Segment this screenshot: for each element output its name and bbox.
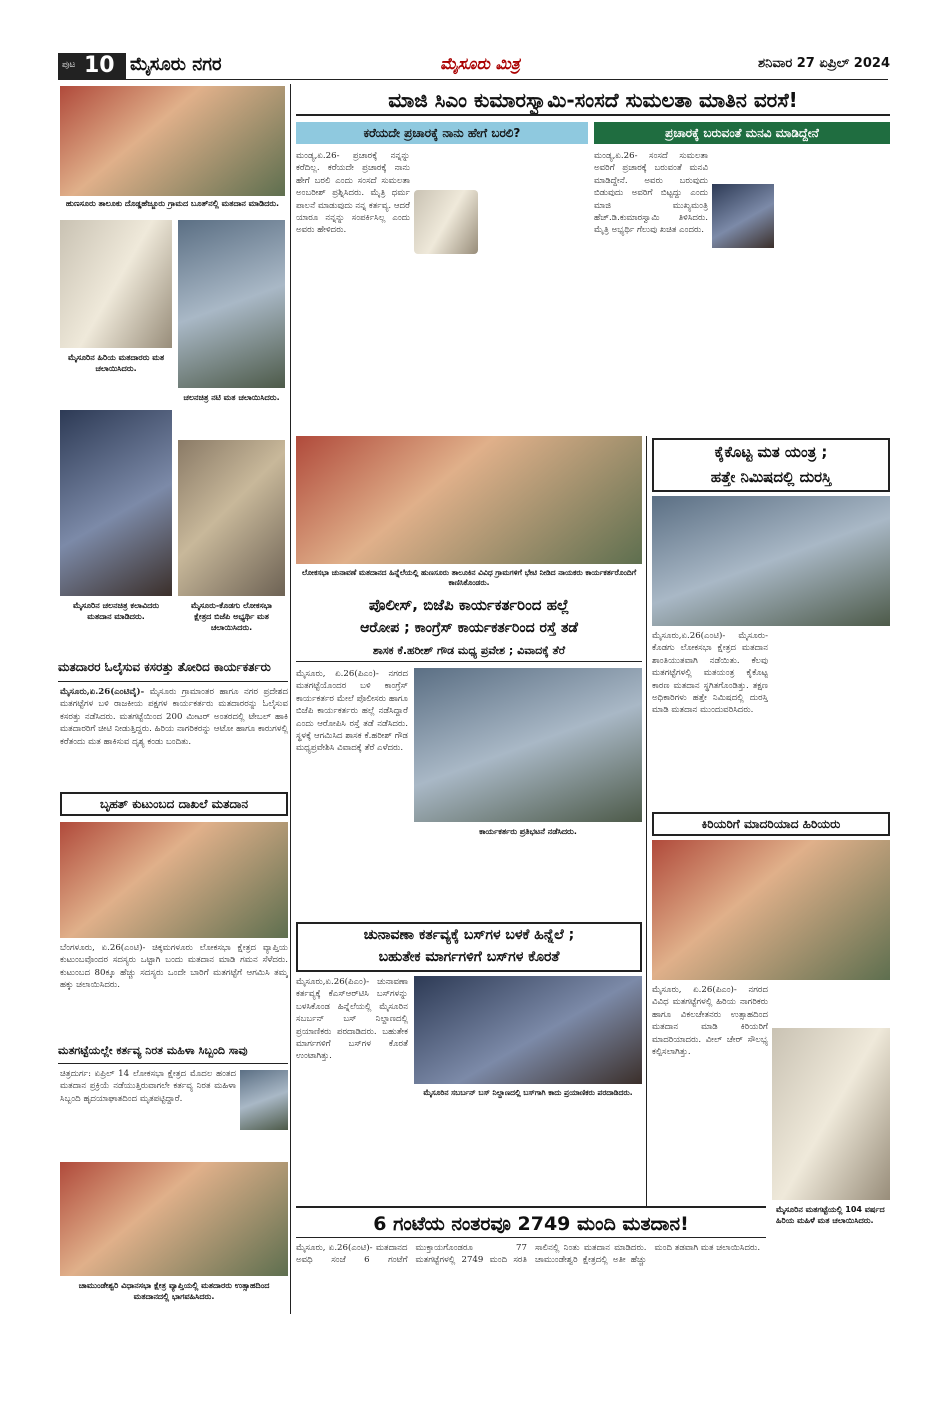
photo-polling-school	[652, 496, 890, 626]
caption-actress-voter: ಚಲನಚಿತ್ರ ನಟಿ ಮತ ಚಲಾಯಿಸಿದರು.	[183, 393, 280, 402]
photo-bus-stand	[414, 976, 642, 1084]
sumalatha-story-col2	[482, 150, 588, 430]
elder-headline: ಕಿರಿಯರಿಗೆ ಮಾದರಿಯಾದ ಹಿರಿಯರು	[652, 812, 890, 836]
photo-leaders-visit	[296, 436, 642, 564]
caption-candidate-voting: ಮೈಸೂರು-ಕೊಡಗು ಲೋಕಸಭಾ ಕ್ಷೇತ್ರದ ಬಿಜೆಪಿ ಅಭ್ಯರ್ಥಿ ಮತ ಚಲಾಯಿಸಿದರು.	[190, 601, 273, 632]
center-column-divider	[646, 436, 647, 1206]
page-number: 10	[84, 53, 115, 78]
clash-headline-1: ಪೊಲೀಸ್, ಬಿಜೆಪಿ ಕಾರ್ಯಕರ್ತರಿಂದ ಹಲ್ಲೆ	[368, 596, 570, 614]
evm-story-body: ಮೈಸೂರು,ಏ.26(ಎಂಟಿ)- ಮೈಸೂರು-ಕೊಡಗು ಲೋಕಸಭಾ ಕ್ಷೇತ್ರದ ಮತದಾನ ಶಾಂತಿಯುತವಾಗಿ ನಡೆಯಿತು. ಕೆಲವು ಮತಗಟ್ಟೆಗಳಲ್ಲಿ ಮತಯಂತ್ರ ಕೈಕೊಟ್ಟ ಕಾರಣ ಮತದಾನ ಸ್ಥಗಿತಗೊಂಡಿತ್ತು. ತಕ್ಷಣ ಅಧಿಕಾರಿಗಳು ಹತ್ತೇ ನಿಮಿಷದಲ್ಲಿ ದುರಸ್ತಿ ಮಾಡಿ ಮತದಾನ ಮುಂದುವರಿಸಿದರು.	[652, 631, 768, 716]
clash-headline-2: ಆರೋಪ ; ಕಾಂಗ್ರೆಸ್ ಕಾರ್ಯಕರ್ತರಿಂದ ರಸ್ತೆ ತಡೆ	[360, 620, 578, 636]
kumaraswamy-story-body: ಮಂಡ್ಯ,ಏ.26- ಸಂಸದೆ ಸುಮಲತಾ ಅವರಿಗೆ ಪ್ರಚಾರಕ್ಕೆ ಬರುವಂತೆ ಮನವಿ ಮಾಡಿದ್ದೇನೆ. ಅವರು ಬರುವುದು ಬಿಡುವುದು ಅವರಿಗೆ ಬಿಟ್ಟದ್ದು ಎಂದು ಮಾಜಿ ಮುಖ್ಯಮಂತ್ರಿ ಹೆಚ್.ಡಿ.ಕುಮಾರಸ್ವಾಮಿ ತಿಳಿಸಿದರು. ಮೈತ್ರಿ ಅಭ್ಯರ್ಥಿ ಗೆಲುವು ಖಚಿತ ಎಂದರು.	[594, 151, 708, 236]
subhead-left: ಕರೆಯದೇ ಪ್ರಚಾರಕ್ಕೆ ನಾನು ಹೇಗೆ ಬರಲಿ?	[296, 122, 588, 144]
clash-subheadline: ಶಾಸಕ ಕೆ.ಹರೀಶ್ ಗೌಡ ಮಧ್ಯ ಪ್ರವೇಶ ; ವಿವಾದಕ್ಕೆ ತೆರೆ	[296, 644, 642, 662]
photo-family-voters	[60, 822, 288, 938]
family-story-body: ಬೆಂಗಳೂರು, ಏ.26(ಎಂಟಿ)- ಚಿಕ್ಕಮಗಳೂರು ಲೋಕಸಭಾ ಕ್ಷೇತ್ರದ ವ್ಯಾಪ್ತಿಯ ಕುಟುಂಬವೊಂದರ ಸದಸ್ಯರು ಒಟ್ಟಾಗಿ ಬಂದು ಮತದಾನ ಮಾಡಿ ಗಮನ ಸೆಳೆದರು. ಕುಟುಂಬದ 80ಕ್ಕೂ ಹೆಚ್ಚು ಸದಸ್ಯರು ಒಂದೇ ಬಾರಿಗೆ ಮತಗಟ್ಟೆಗೆ ಆಗಮಿಸಿ ತಮ್ಮ ಹಕ್ಕು ಚಲಾಯಿಸಿದರು.	[60, 943, 288, 991]
photo-voters-group	[60, 86, 285, 196]
elder-story-col2	[772, 984, 890, 1024]
bus-story-body: ಮೈಸೂರು,ಏ.26(ಪಿಎಂ)- ಚುನಾವಣಾ ಕರ್ತವ್ಯಕ್ಕೆ ಕೆಎಸ್‌ಆರ್‌ಟಿಸಿ ಬಸ್‌ಗಳನ್ನು ಬಳಸಿಕೊಂಡ ಹಿನ್ನೆಲೆಯಲ್ಲಿ ಮೈಸೂರಿನ ಸಬರ್ಬನ್ ಬಸ್ ನಿಲ್ದಾಣದಲ್ಲಿ ಪ್ರಯಾಣಿಕರು ಪರದಾಡಿದರು. ಬಹುತೇಕ ಮಾರ್ಗಗಳಿಗೆ ಬಸ್‌ಗಳ ಕೊರತೆ ಉಂಟಾಗಿತ್ತು.	[296, 977, 408, 1062]
caption-elder-woman: ಮೈಸೂರಿನ ಮತಗಟ್ಟೆಯಲ್ಲಿ 104 ವರ್ಷದ ಹಿರಿಯ ಮಹಿಳೆ ಮತ ಚಲಾಯಿಸಿದರು.	[776, 1205, 885, 1225]
sumalatha-story-body: ಮಂಡ್ಯ,ಏ.26- ಪ್ರಚಾರಕ್ಕೆ ನನ್ನನ್ನು ಕರೆದಿಲ್ಲ. ಕರೆಯದೇ ಪ್ರಚಾರಕ್ಕೆ ನಾನು ಹೇಗೆ ಬರಲಿ ಎಂದು ಸಂಸದೆ ಸುಮಲತಾ ಅಂಬರೀಶ್ ಪ್ರಶ್ನಿಸಿದರು. ಮೈತ್ರಿ ಧರ್ಮ ಪಾಲನೆ ಮಾಡುವುದು ನನ್ನ ಕರ್ತವ್ಯ. ಆದರೆ ಯಾರೂ ನನ್ನನ್ನು ಸಂಪರ್ಕಿಸಿಲ್ಲ ಎಂದು ಅವರು ಹೇಳಿದರು.	[296, 151, 410, 236]
clash-story-col2	[414, 842, 642, 918]
photo-elderly-voter	[60, 220, 172, 348]
caption-bus-stand: ಮೈಸೂರಿನ ಸಬರ್ಬನ್ ಬಸ್ ನಿಲ್ದಾಣದಲ್ಲಿ ಬಸ್‌ಗಾಗಿ ಕಾದು ಪ್ರಯಾಣಿಕರು ಪರದಾಡಿದರು.	[423, 1088, 633, 1097]
bus-headline-2: ಬಹುತೇಕ ಮಾರ್ಗಗಳಿಗೆ ಬಸ್‌ಗಳ ಕೊರತೆ	[378, 949, 560, 965]
photo-artists-voting	[60, 410, 172, 596]
voters-story-body	[60, 686, 288, 786]
page-number-box	[58, 53, 126, 79]
evm-story-col2	[772, 630, 890, 806]
caption-leaders-visit: ಲೋಕಸಭಾ ಚುನಾವಣೆ ಮತದಾನದ ಹಿನ್ನೆಲೆಯಲ್ಲಿ ಹುಣಸೂರು ತಾಲೂಕಿನ ವಿವಿಧ ಗ್ರಾಮಗಳಿಗೆ ಭೇಟಿ ನೀಡಿದ ನಾಯಕರು ಕಾರ್ಯಕರ್ತರೊಂದಿಗೆ ಕಾಣಿಸಿಕೊಂಡರು.	[301, 568, 637, 587]
turnout-story-body: ಮೈಸೂರು, ಏ.26(ಎಂಟಿ)- ಮತದಾನದ ಅವಧಿ ಸಂಜೆ 6 ಗಂಟೆಗೆ ಮುಕ್ತಾಯಗೊಂಡರೂ 77 ಮತಗಟ್ಟೆಗಳಲ್ಲಿ 2749 ಮಂದಿ ಸರತಿ ಸಾಲಿನಲ್ಲಿ ನಿಂತು ಮತದಾನ ಮಾಡಿದರು. ಚಾಮುಂಡೇಶ್ವರಿ ಕ್ಷೇತ್ರದಲ್ಲಿ ಅತೀ ಹೆಚ್ಚು ಮಂದಿ ತಡವಾಗಿ ಮತ ಚಲಾಯಿಸಿದರು.	[296, 1243, 761, 1266]
turnout-headline: 6 ಗಂಟೆಯ ನಂತರವೂ 2749 ಮಂದಿ ಮತದಾನ!	[296, 1206, 766, 1238]
caption-elderly-voter: ಮೈಸೂರಿನ ಹಿರಿಯ ಮತದಾರರು ಮತ ಚಲಾಯಿಸಿದರು.	[67, 353, 165, 373]
evm-headline-2: ಹತ್ತೇ ನಿಮಿಷದಲ್ಲಿ ದುರಸ್ತಿ	[710, 468, 832, 486]
voters-story-headline: ಮತದಾರರ ಓಲೈಸುವ ಕಸರತ್ತು ತೋರಿದ ಕಾರ್ಯಕರ್ತರು	[58, 660, 288, 682]
photo-candidate-voting	[178, 440, 285, 596]
evm-headline-1: ಕೈಕೊಟ್ಟ ಮತ ಯಂತ್ರ ;	[714, 443, 828, 461]
section-title: ಮೈಸೂರು ನಗರ	[130, 54, 222, 75]
photo-actress-voter	[178, 220, 285, 388]
page-date: ಶನಿವಾರ 27 ಏಪ್ರಿಲ್ 2024	[758, 56, 890, 71]
voters-story-text: ಮೈಸೂರು ಗ್ರಾಮಾಂತರ ಹಾಗೂ ನಗರ ಪ್ರದೇಶದ ಮತಗಟ್ಟೆಗಳ ಬಳಿ ರಾಜಕೀಯ ಪಕ್ಷಗಳ ಕಾರ್ಯಕರ್ತರು ಮತದಾರರನ್ನು ಓಲೈಸುವ ಕಸರತ್ತು ನಡೆಸಿದರು. ಮತಗಟ್ಟೆಯಿಂದ 200 ಮೀಟರ್ ಅಂತರದಲ್ಲಿ ಟೇಬಲ್ ಹಾಕಿ ಮತದಾರರಿಗೆ ಚೀಟಿ ನೀಡುತ್ತಿದ್ದರು. ಹಿರಿಯ ನಾಗರಿಕರನ್ನು ಆಟೋ ಹಾಗೂ ಕಾರುಗಳಲ್ಲಿ ಕರೆತಂದು ಮತ ಹಾಕಿಸುವ ದೃಶ್ಯ ಕಂಡು ಬಂದಿತು.	[60, 687, 288, 747]
page-header	[0, 50, 945, 80]
photo-kumaraswamy	[712, 184, 774, 248]
bus-story-col2	[414, 1102, 642, 1202]
bus-headline-1: ಚುನಾವಣಾ ಕರ್ತವ್ಯಕ್ಕೆ ಬಸ್‌ಗಳ ಬಳಕೆ ಹಿನ್ನೆಲೆ ;	[363, 927, 575, 943]
page-label: ಪುಟ	[62, 60, 76, 70]
evm-headline-box	[652, 438, 890, 492]
caption-artists-voting: ಮೈಸೂರಿನ ಚಲನಚಿತ್ರ ಕಲಾವಿದರು ಮತದಾನ ಮಾಡಿದರು.	[72, 601, 160, 621]
elder-story-body: ಮೈಸೂರು, ಏ.26(ಪಿಎಂ)- ನಗರದ ವಿವಿಧ ಮತಗಟ್ಟೆಗಳಲ್ಲಿ ಹಿರಿಯ ನಾಗರಿಕರು ಹಾಗೂ ವಿಕಲಚೇತನರು ಉತ್ಸಾಹದಿಂದ ಮತದಾನ ಮಾಡಿ ಕಿರಿಯರಿಗೆ ಮಾದರಿಯಾದರು. ವೀಲ್ ಚೇರ್ ಸೌಲಭ್ಯ ಕಲ್ಪಿಸಲಾಗಿತ್ತು.	[652, 985, 768, 1058]
caption-clash-protest: ಕಾರ್ಯಕರ್ತರು ಪ್ರತಿಭಟನೆ ನಡೆಸಿದರು.	[479, 827, 577, 836]
masthead: ಮೈಸೂರು ಮಿತ್ರ	[440, 54, 520, 73]
family-story-headline: ಬೃಹತ್ ಕುಟುಂಬದ ದಾಖಲೆ ಮತದಾನ	[60, 792, 288, 816]
photo-sumalatha	[414, 190, 478, 254]
left-column-divider	[290, 84, 291, 1314]
header-rule	[58, 79, 888, 80]
photo-elder-wheelchair	[652, 840, 890, 980]
woman-story-headline: ಮತಗಟ್ಟೆಯಲ್ಲೇ ಕರ್ತವ್ಯ ನಿರತ ಮಹಿಳಾ ಸಿಬ್ಬಂದಿ ಸಾವು	[58, 1044, 288, 1064]
photo-voter-queue	[60, 1162, 288, 1276]
clash-story-body: ಮೈಸೂರು, ಏ.26(ಪಿಎಂ)- ನಗರದ ಮತಗಟ್ಟೆಯೊಂದರ ಬಳಿ ಕಾಂಗ್ರೆಸ್ ಕಾರ್ಯಕರ್ತರ ಮೇಲೆ ಪೊಲೀಸರು ಹಾಗೂ ಬಿಜೆಪಿ ಕಾರ್ಯಕರ್ತರು ಹಲ್ಲೆ ನಡೆಸಿದ್ದಾರೆ ಎಂದು ಆರೋಪಿಸಿ ರಸ್ತೆ ತಡೆ ನಡೆಸಿದರು. ಸ್ಥಳಕ್ಕೆ ಆಗಮಿಸಿದ ಶಾಸಕ ಕೆ.ಹರೀಶ್ ಗೌಡ ಮಧ್ಯಪ್ರವೇಶಿಸಿ ವಿವಾದಕ್ಕೆ ತೆರೆ ಎಳೆದರು.	[296, 669, 408, 754]
kumaraswamy-story-col2	[778, 150, 890, 430]
voters-story-dateline: ಮೈಸೂರು,ಏ.26(ಎಂಟಿವೈ)-	[60, 687, 145, 697]
photo-clash-protest	[414, 668, 642, 822]
bus-headline-box	[296, 922, 642, 972]
woman-story-body: ಚಿತ್ರದುರ್ಗ: ಏಪ್ರಿಲ್ 14 ಲೋಕಸಭಾ ಕ್ಷೇತ್ರದ ಮೊದಲ ಹಂತದ ಮತದಾನ ಪ್ರಕ್ರಿಯೆ ನಡೆಯುತ್ತಿರುವಾಗಲೇ ಕರ್ತವ್ಯ ನಿರತ ಮಹಿಳಾ ಸಿಬ್ಬಂದಿ ಹೃದಯಾಘಾತದಿಂದ ಮೃತಪಟ್ಟಿದ್ದಾರೆ.	[60, 1069, 236, 1104]
caption-voters-group: ಹುಣಸೂರು ತಾಲೂಕು ದೊಡ್ಡಹೆಜ್ಜೂರು ಗ್ರಾಮದ ಬೂತ್‌ನಲ್ಲಿ ಮತದಾನ ಮಾಡಿದರು.	[65, 199, 280, 208]
photo-elder-woman	[772, 1028, 890, 1200]
main-headline: ಮಾಜಿ ಸಿಎಂ ಕುಮಾರಸ್ವಾಮಿ-ಸಂಸದೆ ಸುಮಲತಾ ಮಾತಿನ ವರಸೆ!	[296, 84, 890, 116]
caption-voter-queue: ಚಾಮುಂಡೇಶ್ವರಿ ವಿಧಾನಸಭಾ ಕ್ಷೇತ್ರ ವ್ಯಾಪ್ತಿಯಲ್ಲಿ ಮತದಾರರು ಉತ್ಸಾಹದಿಂದ ಮತದಾನದಲ್ಲಿ ಭಾಗವಹಿಸಿದರು.	[78, 1281, 270, 1301]
photo-deceased-staff	[240, 1070, 288, 1130]
subhead-right: ಪ್ರಚಾರಕ್ಕೆ ಬರುವಂತೆ ಮನವಿ ಮಾಡಿದ್ದೇನೆ	[594, 122, 890, 144]
